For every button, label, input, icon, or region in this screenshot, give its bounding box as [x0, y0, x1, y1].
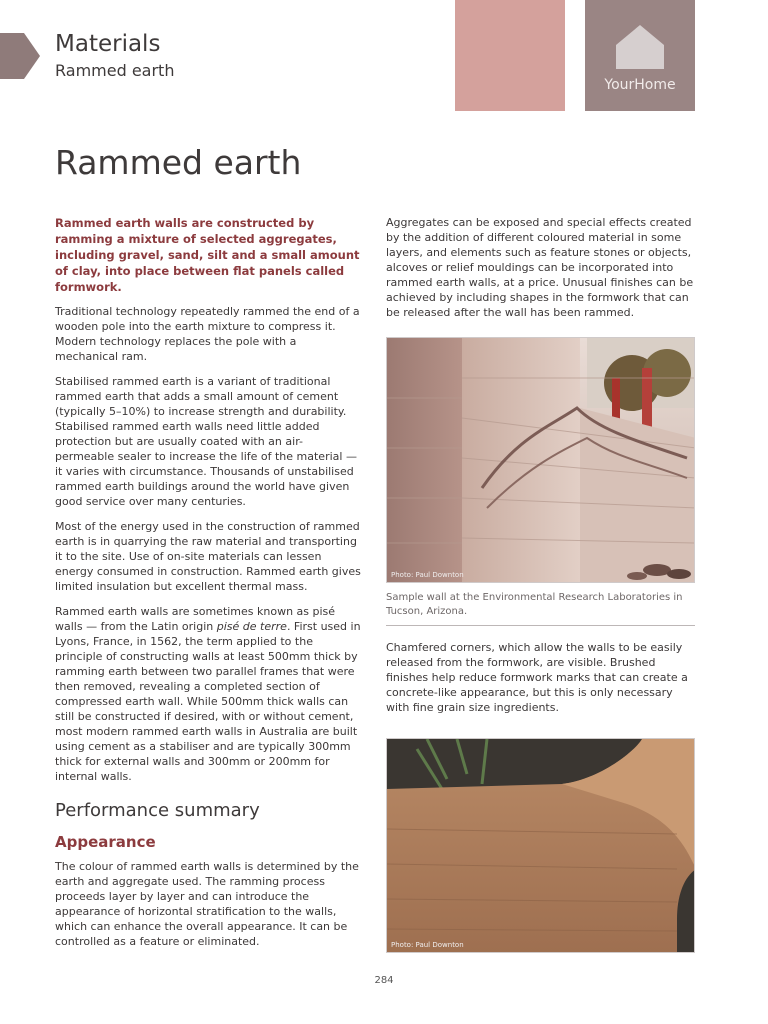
lead-paragraph: Rammed earth walls are constructed by ramming a mixture of selected aggregates, including gravel, sand, silt and a small amount of clay, into place between flat panels called formwork. [55, 216, 360, 294]
paragraph: Stabilised rammed earth is a variant of traditional rammed earth that adds a small amount of cement (typically 5–10%) to increase strength and durability. Stabilised rammed earth walls need little added protection but are usually coated with an air-permeable sealer to increase the life of the material — it varies with circumstance. Thousands of unstabilised rammed earth buildings around the world have given good service over many centuries. [55, 375, 357, 508]
left-column [55, 215, 361, 959]
paragraph: The colour of rammed earth walls is determined by the earth and aggregate used. The ramming process proceeds layer by layer and can introduce the appearance of horizontal stratification to the walls, which can enhance the overall appearance. It can be controlled as a feature or eliminated. [55, 860, 359, 948]
photo-chamfered-wall [386, 738, 695, 953]
photo-chamfered-wall-image [387, 739, 695, 953]
paragraph: Most of the energy used in the construction of rammed earth is in quarrying the raw material and transporting it to the site. Use of on-site materials can lessen energy consumed in construction. Rammed earth gives limited insulation but excellent thermal mass. [55, 520, 361, 593]
yourhome-logo [585, 0, 695, 111]
paragraph: Aggregates can be exposed and special effects created by the addition of different coloured material in some layers, and elements such as feature stones or objects, alcoves or relief mouldings can be incorporated into rammed earth walls, at a price. Unusual finishes can be achieved by including shapes in the formwork that can be released after the wall has been rammed. [386, 216, 694, 319]
page-number: 284 [374, 975, 394, 986]
page-title: Rammed earth [55, 143, 302, 182]
section-subtitle: Rammed earth [55, 61, 175, 80]
section-title: Materials [55, 31, 161, 57]
right-column [386, 215, 695, 953]
house-icon [616, 25, 664, 69]
photo-sample-wall [386, 337, 695, 583]
section-tab-marker [0, 33, 40, 79]
heading-appearance: Appearance [55, 833, 156, 851]
heading-performance-summary: Performance summary [55, 800, 260, 821]
logo-text: YourHome [604, 77, 676, 93]
paragraph: Traditional technology repeatedly rammed the end of a wooden pole into the earth mixture to compress it. Modern technology replaces the pole with a mechanical ram. [55, 305, 360, 363]
paragraph: Chamfered corners, which allow the walls to be easily released from the formwork, are visible. Brushed finishes help reduce formwork marks that can create a concrete-like appearance, but this is only necessary with fine grain size ingredients. [386, 641, 688, 714]
decorative-pink-block [455, 0, 565, 111]
paragraph-pise: Rammed earth walls are sometimes known as pisé walls — from the Latin origin pisé de terre. First used in Lyons, France, in 1562, the term applied to the principle of constructing walls at least 500mm thick by ramming earth between two parallel frames that were then removed, revealing a completed section of compressed earth wall. While 500mm thick walls can still be constructed if desired, with or without cement, most modern rammed earth walls in Australia are built using cement as a stabiliser and are typically 300mm thick for external walls and 300mm or 200mm for internal walls. [55, 605, 361, 783]
photo-caption: Sample wall at the Environmental Research Laboratories in Tucson, Arizona. [386, 591, 695, 626]
latin-term: pisé de terre [216, 620, 287, 633]
photo-sample-wall-image [387, 338, 695, 583]
photo-credit: Photo: Paul Downton [391, 941, 464, 949]
photo-credit: Photo: Paul Downton [391, 571, 464, 579]
